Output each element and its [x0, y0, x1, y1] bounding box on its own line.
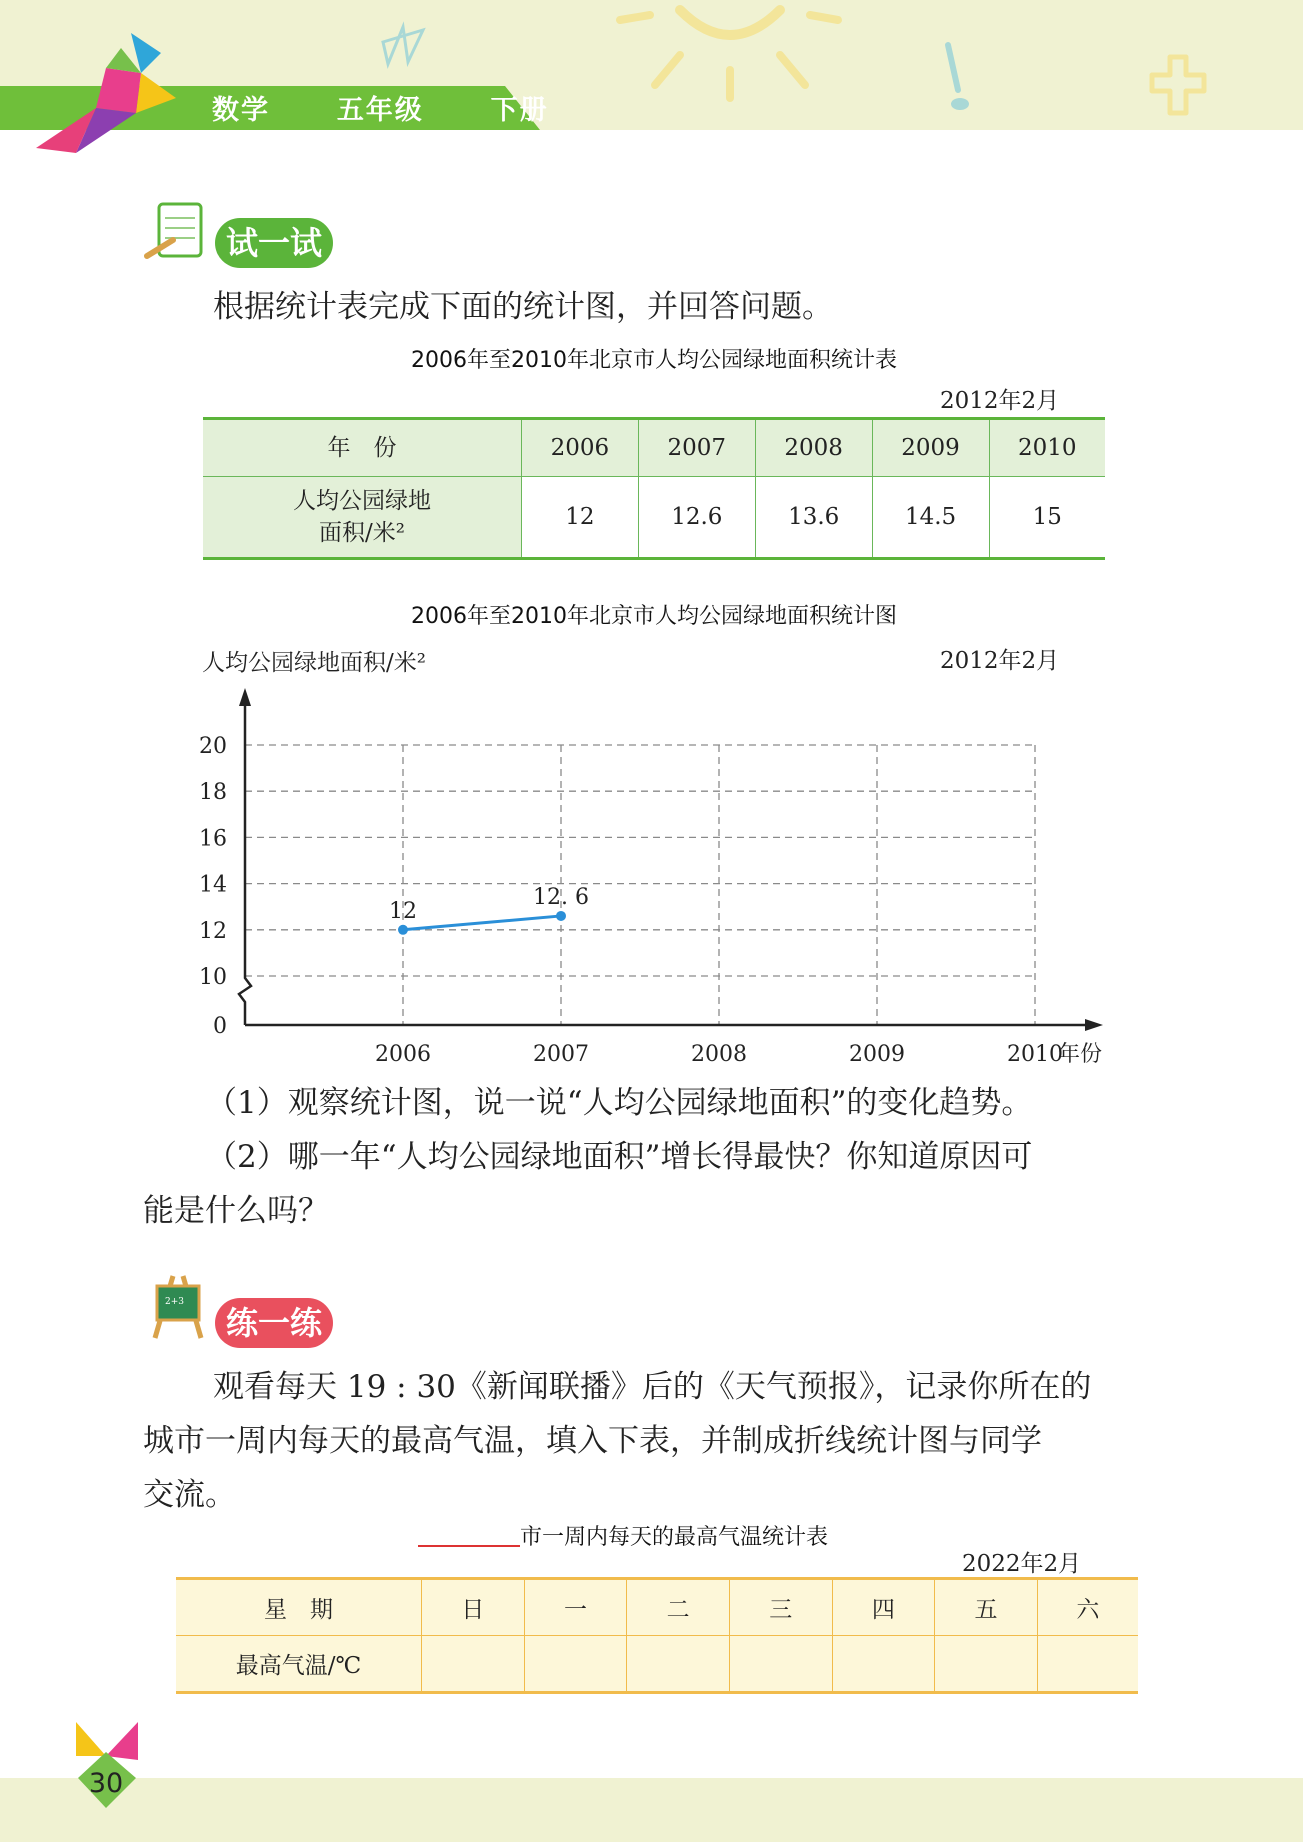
row-head-line1: 人均公园绿地 [293, 488, 431, 514]
table-cell: 12.6 [638, 477, 755, 559]
table-cell: 五 [935, 1579, 1038, 1636]
table-cell-empty[interactable] [627, 1636, 730, 1693]
city-blank-line [418, 1545, 520, 1547]
section-badge-try: 试一试 [215, 218, 333, 268]
y-tick-label: 20 [199, 734, 227, 759]
data-label: 12. 6 [533, 884, 589, 910]
x-axis-arrow [1085, 1019, 1103, 1031]
series-line [403, 916, 561, 930]
header-volume: 下册 [490, 95, 549, 126]
practice-line2: 城市一周内每天的最高气温，填入下表，并制成折线统计图与同学 [143, 1423, 1042, 1459]
exclamation-doodle-icon [940, 40, 970, 119]
table-cell: 15 [989, 477, 1105, 559]
sun-decoration [620, 0, 840, 100]
line-chart [190, 680, 1103, 1075]
table-cell: 一 [524, 1579, 627, 1636]
x-tick-label: 2007 [533, 1042, 589, 1067]
easel-icon [143, 1268, 213, 1344]
table-row-header: 最高气温/℃ [176, 1636, 422, 1693]
table2-caption: 市一周内每天的最高气温统计表 [520, 1525, 829, 1550]
x-tick-label: 2009 [849, 1042, 905, 1067]
data-point [556, 911, 566, 921]
y-tick-label: 10 [199, 965, 227, 990]
question-2-line2: 能是什么吗？ [143, 1193, 329, 1229]
table-row [176, 1579, 1138, 1636]
table-cell: 2006 [522, 419, 639, 477]
table1-caption: 2006年至2010年北京市人均公园绿地面积统计表 [411, 348, 897, 373]
x-tick-label: 2006 [375, 1042, 431, 1067]
x-axis-label: 年份 [1057, 1042, 1103, 1067]
y-tick-label: 16 [199, 826, 227, 852]
x-tick-label: 2010 [1007, 1042, 1063, 1067]
table-row-header: 星 期 [176, 1579, 422, 1636]
section-badge-practice: 练一练 [215, 1298, 333, 1348]
instruction-text: 根据统计表完成下面的统计图，并回答问题。 [213, 289, 833, 325]
question-2-line1: （2）哪一年“人均公园绿地面积”增长得最快？你知道原因可 [206, 1139, 1033, 1175]
table-cell: 13.6 [755, 477, 872, 559]
table-cell-empty[interactable] [832, 1636, 935, 1693]
table-cell-empty[interactable] [524, 1636, 627, 1693]
table-cell-empty[interactable] [935, 1636, 1038, 1693]
table-cell: 2008 [755, 419, 872, 477]
y-tick-label: 18 [199, 780, 227, 806]
page-number: 30 [88, 1768, 124, 1799]
table-cell-empty[interactable] [422, 1636, 525, 1693]
y-axis-arrow [239, 688, 251, 706]
table-cell: 12 [522, 477, 639, 559]
table-cell: 14.5 [872, 477, 989, 559]
table-cell: 2010 [989, 419, 1105, 477]
practice-line3: 交流。 [143, 1477, 236, 1513]
table-row [176, 1636, 1138, 1693]
table-cell: 2007 [638, 419, 755, 477]
table2-date: 2022年2月 [962, 1551, 1082, 1577]
footer-band [0, 1778, 1303, 1842]
table-row [203, 419, 1105, 477]
data-label: 12 [389, 898, 417, 924]
header-subject: 数学 [212, 95, 270, 126]
table-row [203, 477, 1105, 559]
temperature-table [176, 1577, 1138, 1694]
x-tick-label: 2008 [691, 1042, 747, 1067]
y-tick-label: 14 [199, 872, 227, 898]
notepad-icon [145, 200, 207, 266]
chart-title: 2006年至2010年北京市人均公园绿地面积统计图 [411, 604, 897, 629]
chart-ylabel: 人均公园绿地面积/米² [202, 650, 426, 676]
table-row-header [203, 477, 522, 559]
header-title [212, 88, 549, 127]
table1-date: 2012年2月 [940, 388, 1060, 414]
y-tick-label: 12 [199, 918, 227, 944]
table-cell-empty[interactable] [1037, 1636, 1138, 1693]
table-cell: 二 [627, 1579, 730, 1636]
question-1: （1）观察统计图，说一说“人均公园绿地面积”的变化趋势。 [206, 1085, 1033, 1121]
table-cell: 三 [729, 1579, 832, 1636]
y-tick-label: 0 [213, 1014, 227, 1039]
park-area-table [203, 417, 1105, 560]
table-row-header: 年 份 [203, 419, 522, 477]
plus-doodle-icon [1148, 52, 1208, 122]
table-cell: 2009 [872, 419, 989, 477]
chart-date: 2012年2月 [940, 648, 1060, 674]
practice-line1: 观看每天 19 : 30《新闻联播》后的《天气预报》，记录你所在的 [213, 1369, 1092, 1405]
svg-text:2+3: 2+3 [165, 1297, 184, 1307]
table-cell: 四 [832, 1579, 935, 1636]
header-grade: 五年级 [336, 95, 424, 126]
table-cell: 六 [1037, 1579, 1138, 1636]
table-cell: 日 [422, 1579, 525, 1636]
tangram-logo-icon [36, 28, 186, 162]
row-head-line2: 面积/米² [319, 520, 405, 546]
table-cell-empty[interactable] [729, 1636, 832, 1693]
star-doodle-icon [378, 22, 428, 71]
data-point [398, 925, 408, 935]
